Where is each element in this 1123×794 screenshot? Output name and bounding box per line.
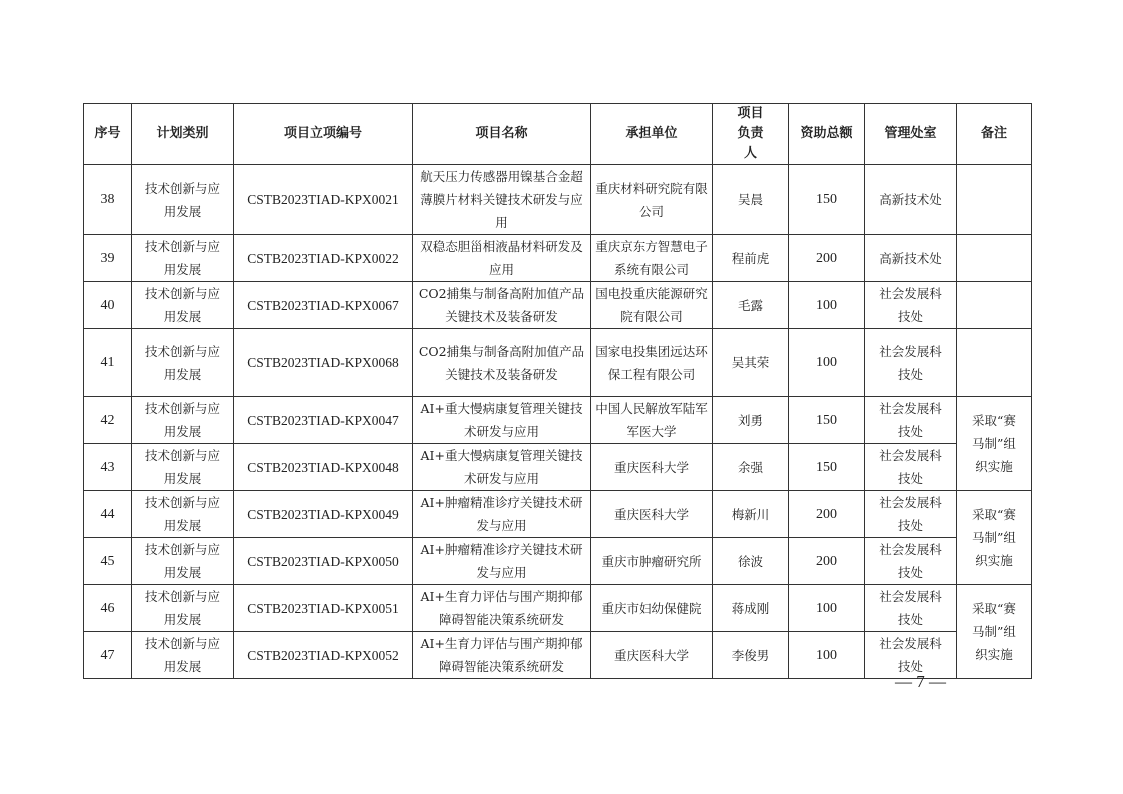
managing-dept: 高新技术处 <box>865 165 957 235</box>
funding-amount: 100 <box>789 329 865 397</box>
remark: 采取“赛马制”组织实施 <box>957 585 1032 679</box>
project-code: CSTB2023TIAD-KPX0048 <box>234 444 413 491</box>
header-code: 项目立项编号 <box>234 104 413 165</box>
project-code: CSTB2023TIAD-KPX0021 <box>234 165 413 235</box>
undertaking-unit: 重庆医科大学 <box>591 491 713 538</box>
project-table <box>83 103 1032 679</box>
project-name: AI+肿瘤精准诊疗关键技术研发与应用 <box>413 491 591 538</box>
remark <box>957 235 1032 282</box>
funding-amount: 100 <box>789 585 865 632</box>
header-amount: 资助总额 <box>789 104 865 165</box>
project-name: AI+生育力评估与围产期抑郁障碍智能决策系统研发 <box>413 632 591 679</box>
managing-dept: 社会发展科技处 <box>865 632 957 679</box>
remark: 采取“赛马制”组织实施 <box>957 491 1032 585</box>
project-code: CSTB2023TIAD-KPX0049 <box>234 491 413 538</box>
project-lead: 梅新川 <box>713 491 789 538</box>
project-code: CSTB2023TIAD-KPX0022 <box>234 235 413 282</box>
row-number: 44 <box>84 491 132 538</box>
table-row <box>84 329 1032 397</box>
project-lead: 吴晨 <box>713 165 789 235</box>
undertaking-unit: 重庆材料研究院有限公司 <box>591 165 713 235</box>
funding-amount: 200 <box>789 538 865 585</box>
table-row <box>84 491 1032 538</box>
header-name: 项目名称 <box>413 104 591 165</box>
plan-category: 技术创新与应用发展 <box>132 585 234 632</box>
project-name: AI+肿瘤精准诊疗关键技术研发与应用 <box>413 538 591 585</box>
project-lead: 刘勇 <box>713 397 789 444</box>
undertaking-unit: 国家电投集团远达环保工程有限公司 <box>591 329 713 397</box>
plan-category: 技术创新与应用发展 <box>132 329 234 397</box>
project-lead: 毛露 <box>713 282 789 329</box>
row-number: 39 <box>84 235 132 282</box>
table-row <box>84 165 1032 235</box>
project-lead: 程前虎 <box>713 235 789 282</box>
table-row <box>84 282 1032 329</box>
managing-dept: 社会发展科技处 <box>865 491 957 538</box>
project-code: CSTB2023TIAD-KPX0051 <box>234 585 413 632</box>
project-lead: 蒋成刚 <box>713 585 789 632</box>
header-no: 序号 <box>84 104 132 165</box>
undertaking-unit: 中国人民解放军陆军军医大学 <box>591 397 713 444</box>
funding-amount: 150 <box>789 397 865 444</box>
remark <box>957 165 1032 235</box>
managing-dept: 社会发展科技处 <box>865 329 957 397</box>
plan-category: 技术创新与应用发展 <box>132 538 234 585</box>
project-code: CSTB2023TIAD-KPX0052 <box>234 632 413 679</box>
project-code: CSTB2023TIAD-KPX0047 <box>234 397 413 444</box>
project-name: AI+重大慢病康复管理关键技术研发与应用 <box>413 444 591 491</box>
managing-dept: 社会发展科技处 <box>865 585 957 632</box>
row-number: 40 <box>84 282 132 329</box>
plan-category: 技术创新与应用发展 <box>132 632 234 679</box>
plan-category: 技术创新与应用发展 <box>132 235 234 282</box>
project-code: CSTB2023TIAD-KPX0068 <box>234 329 413 397</box>
project-lead: 徐波 <box>713 538 789 585</box>
row-number: 38 <box>84 165 132 235</box>
funding-amount: 100 <box>789 632 865 679</box>
undertaking-unit: 重庆市妇幼保健院 <box>591 585 713 632</box>
funding-amount: 150 <box>789 165 865 235</box>
project-lead: 吴其荣 <box>713 329 789 397</box>
funding-amount: 200 <box>789 235 865 282</box>
funding-amount: 200 <box>789 491 865 538</box>
project-code: CSTB2023TIAD-KPX0050 <box>234 538 413 585</box>
managing-dept: 社会发展科技处 <box>865 444 957 491</box>
managing-dept: 社会发展科技处 <box>865 397 957 444</box>
header-category: 计划类别 <box>132 104 234 165</box>
row-number: 42 <box>84 397 132 444</box>
project-name: CO2捕集与制备高附加值产品关键技术及装备研发 <box>413 329 591 397</box>
remark <box>957 329 1032 397</box>
header-note: 备注 <box>957 104 1032 165</box>
page-number: — 7 — <box>895 672 946 691</box>
table-row <box>84 632 1032 679</box>
project-name: AI+生育力评估与围产期抑郁障碍智能决策系统研发 <box>413 585 591 632</box>
project-code: CSTB2023TIAD-KPX0067 <box>234 282 413 329</box>
project-lead: 余强 <box>713 444 789 491</box>
project-name: CO2捕集与制备高附加值产品关键技术及装备研发 <box>413 282 591 329</box>
header-unit: 承担单位 <box>591 104 713 165</box>
project-name: 双稳态胆甾相液晶材料研发及应用 <box>413 235 591 282</box>
plan-category: 技术创新与应用发展 <box>132 444 234 491</box>
row-number: 41 <box>84 329 132 397</box>
table-header <box>84 104 1032 165</box>
table-row <box>84 585 1032 632</box>
plan-category: 技术创新与应用发展 <box>132 282 234 329</box>
plan-category: 技术创新与应用发展 <box>132 397 234 444</box>
plan-category: 技术创新与应用发展 <box>132 491 234 538</box>
table-row <box>84 538 1032 585</box>
project-name: AI+重大慢病康复管理关键技术研发与应用 <box>413 397 591 444</box>
undertaking-unit: 重庆京东方智慧电子系统有限公司 <box>591 235 713 282</box>
undertaking-unit: 重庆医科大学 <box>591 632 713 679</box>
managing-dept: 高新技术处 <box>865 235 957 282</box>
table-row <box>84 397 1032 444</box>
header-dept: 管理处室 <box>865 104 957 165</box>
remark <box>957 282 1032 329</box>
row-number: 45 <box>84 538 132 585</box>
remark: 采取“赛马制”组织实施 <box>957 397 1032 491</box>
undertaking-unit: 国电投重庆能源研究院有限公司 <box>591 282 713 329</box>
project-name: 航天压力传感器用镍基合金超薄膜片材料关键技术研发与应用 <box>413 165 591 235</box>
funding-amount: 150 <box>789 444 865 491</box>
row-number: 47 <box>84 632 132 679</box>
row-number: 46 <box>84 585 132 632</box>
row-number: 43 <box>84 444 132 491</box>
header-lead <box>713 104 789 165</box>
funding-amount: 100 <box>789 282 865 329</box>
plan-category: 技术创新与应用发展 <box>132 165 234 235</box>
undertaking-unit: 重庆医科大学 <box>591 444 713 491</box>
project-lead: 李俊男 <box>713 632 789 679</box>
header-lead-label: 项目负责人 <box>737 106 764 161</box>
managing-dept: 社会发展科技处 <box>865 282 957 329</box>
table-row <box>84 444 1032 491</box>
table-row <box>84 235 1032 282</box>
undertaking-unit: 重庆市肿瘤研究所 <box>591 538 713 585</box>
managing-dept: 社会发展科技处 <box>865 538 957 585</box>
